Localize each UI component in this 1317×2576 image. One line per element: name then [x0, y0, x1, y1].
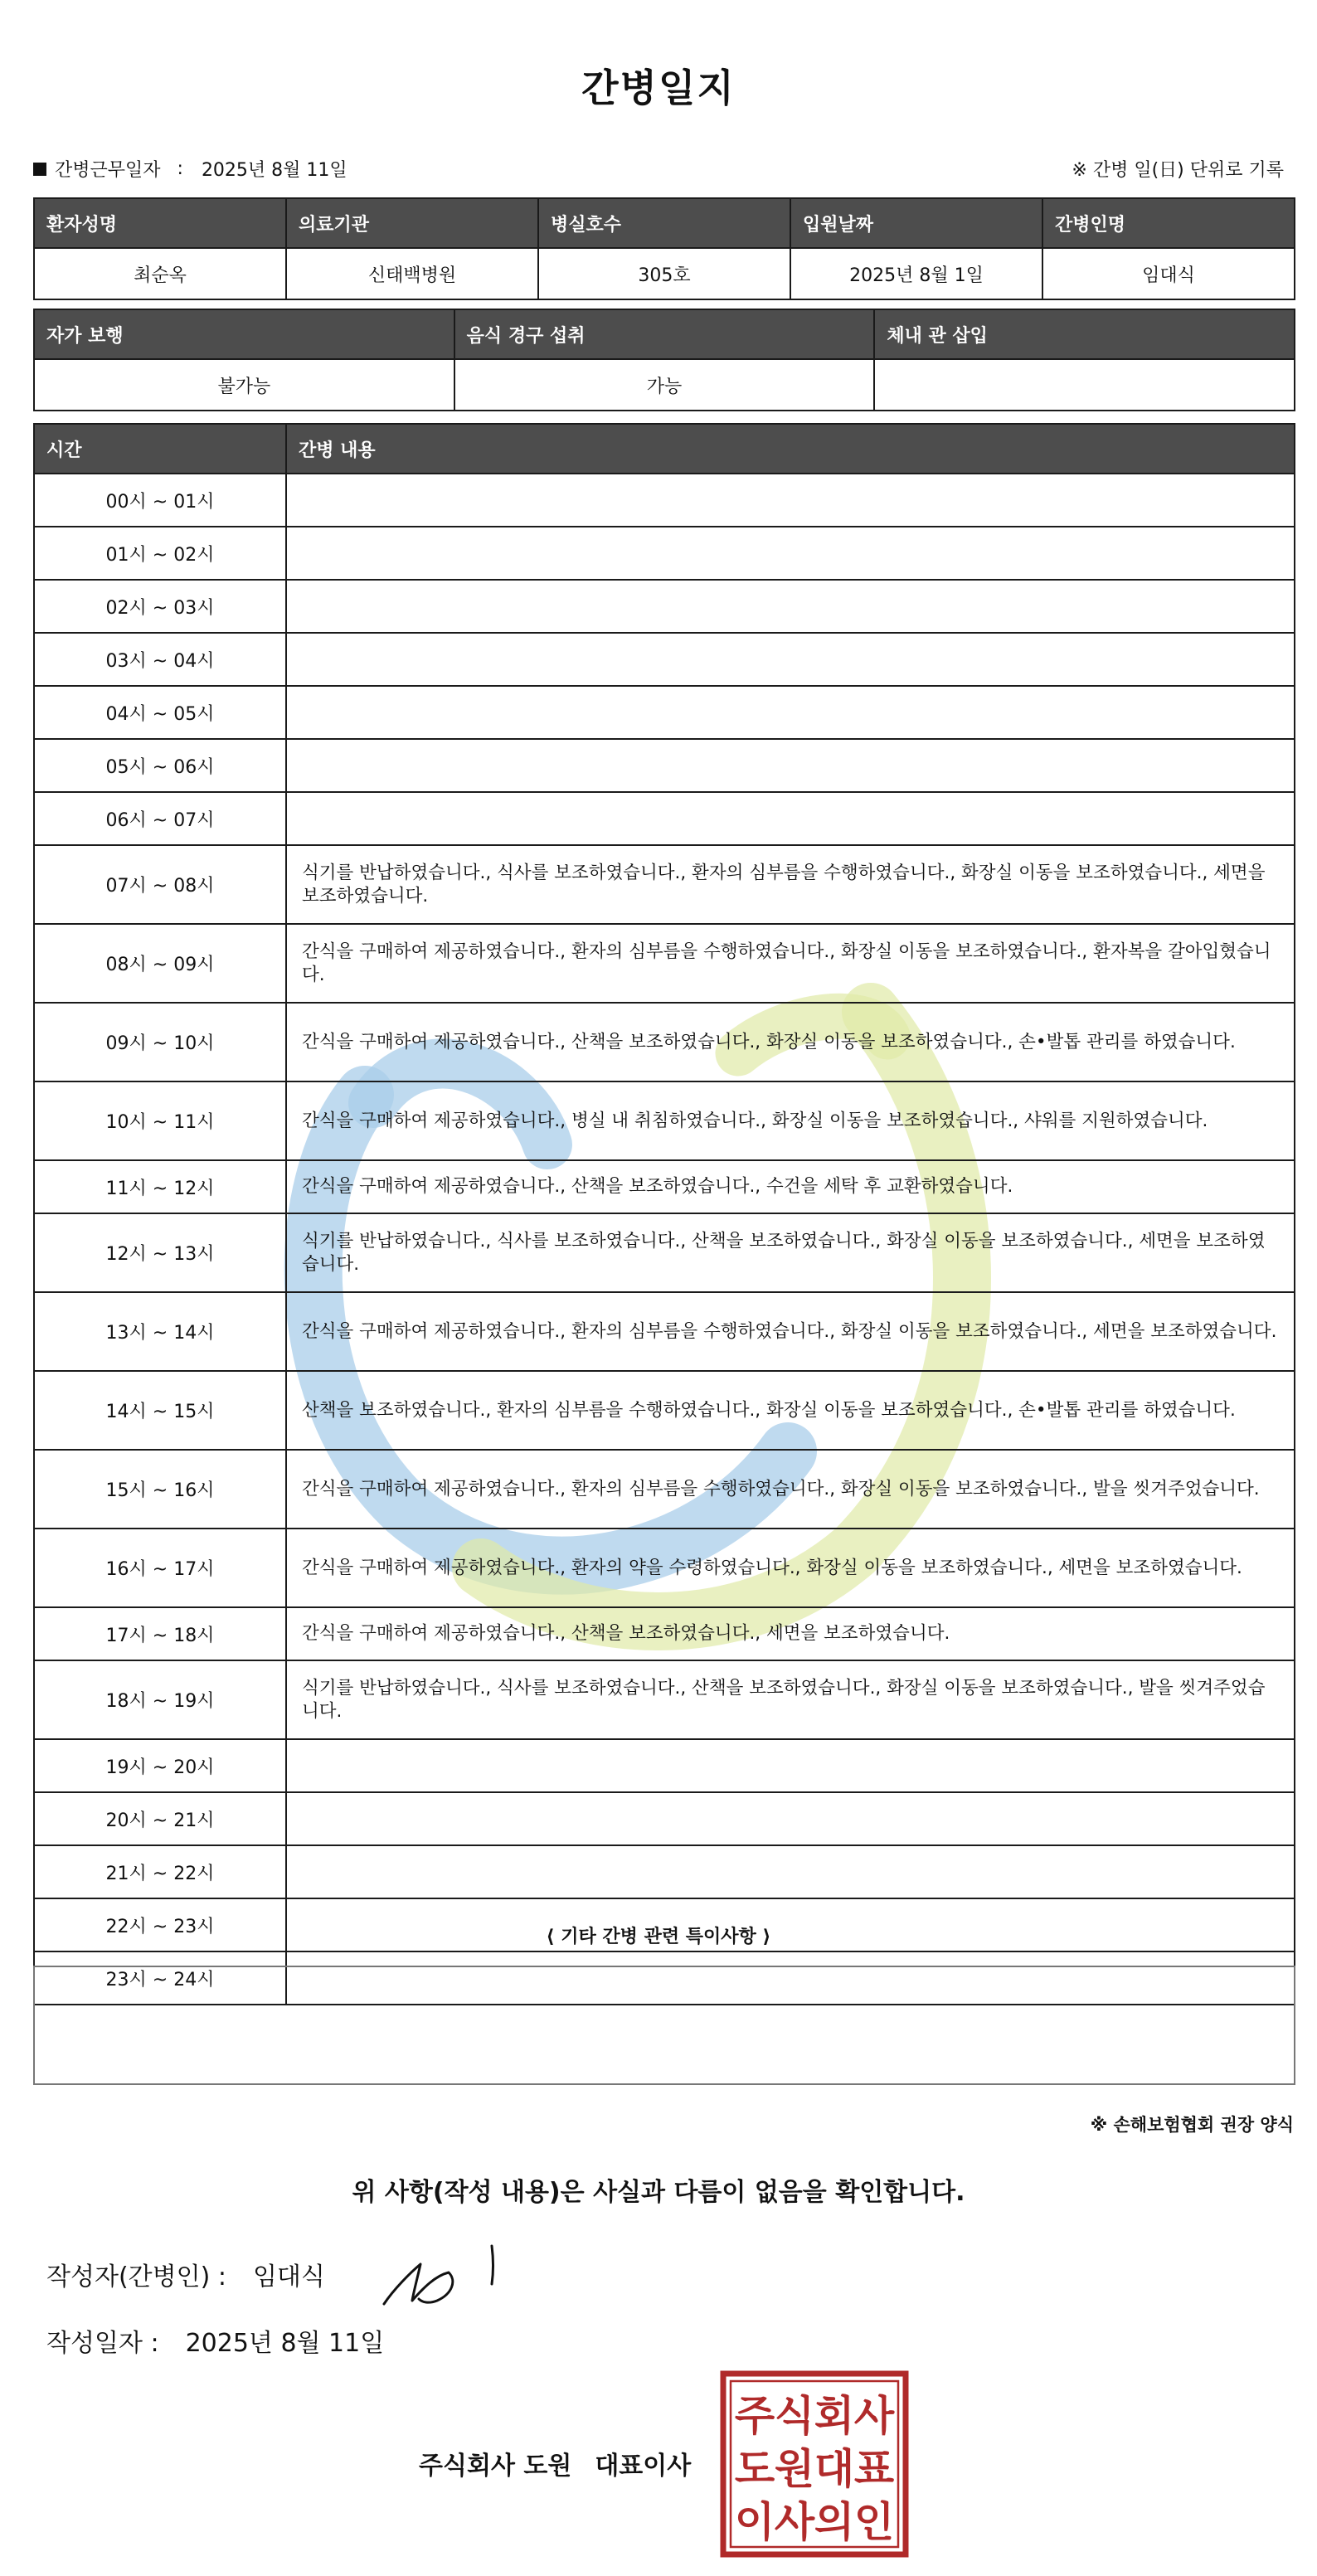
time-slot: 09시 ~ 10시: [34, 1003, 286, 1081]
caregiver-name: 임대식: [1042, 248, 1295, 299]
time-slot: 14시 ~ 15시: [34, 1371, 286, 1450]
care-log-rows: [34, 474, 1295, 2005]
work-date-colon: :: [177, 158, 183, 179]
written-date-line: [46, 2322, 384, 2359]
care-content: 간식을 구매하여 제공하였습니다., 산책을 보조하였습니다., 화장실 이동을 보조하였습니다., 손•발톱 관리를 하였습니다.: [286, 1003, 1295, 1081]
time-slot: 13시 ~ 14시: [34, 1292, 286, 1371]
handwritten-signature: [377, 2239, 510, 2314]
time-slot: 08시 ~ 09시: [34, 924, 286, 1003]
record-unit-note: ※ 간병 일(日) 단위로 기록: [1072, 160, 1284, 181]
table-row: [34, 686, 1295, 739]
patient-name: 최순옥: [34, 248, 286, 299]
table-row: [34, 474, 1295, 527]
header-oral-intake: 음식 경구 섭취: [454, 309, 875, 359]
time-slot: 07시 ~ 08시: [34, 845, 286, 924]
table-row: [34, 1607, 1295, 1660]
author-label: 작성자(간병인) :: [46, 2263, 226, 2292]
table-row: [34, 739, 1295, 792]
header-admission-date: 입원날짜: [790, 198, 1042, 248]
care-content: [286, 474, 1295, 527]
header-self-walking: 자가 보행: [34, 309, 454, 359]
company-name: 주식회사 도원: [419, 2452, 572, 2481]
time-slot: 17시 ~ 18시: [34, 1607, 286, 1660]
table-row: [34, 1160, 1295, 1213]
care-content: 간식을 구매하여 제공하였습니다., 환자의 심부름을 수행하였습니다., 화장실 이동을 보조하였습니다., 발을 씻겨주었습니다.: [286, 1450, 1295, 1529]
room-number: 305호: [538, 248, 790, 299]
table-row: [34, 1529, 1295, 1607]
care-content: [286, 1739, 1295, 1792]
time-slot: 16시 ~ 17시: [34, 1529, 286, 1607]
oral-intake-value: 가능: [454, 359, 875, 411]
admission-date: 2025년 8월 1일: [790, 248, 1042, 299]
header-hospital: 의료기관: [286, 198, 538, 248]
work-date-label: 간병근무일자: [55, 160, 161, 181]
hospital-name: 신태백병원: [286, 248, 538, 299]
care-content: 간식을 구매하여 제공하였습니다., 산책을 보조하였습니다., 수건을 세탁 후 교환하였습니다.: [286, 1160, 1295, 1213]
time-slot: 23시 ~ 24시: [34, 1951, 286, 2005]
care-content: [286, 527, 1295, 580]
table-row: [34, 1371, 1295, 1450]
time-slot: 12시 ~ 13시: [34, 1213, 286, 1292]
time-slot: 11시 ~ 12시: [34, 1160, 286, 1213]
table-row: [34, 1213, 1295, 1292]
table-row: [34, 845, 1295, 924]
form-note: ※ 손해보험협회 권장 양식: [1090, 2115, 1294, 2135]
patient-info-table: [33, 197, 1295, 300]
header-patient-name: 환자성명: [34, 198, 286, 248]
table-row: [34, 1845, 1295, 1898]
table-row: [34, 1739, 1295, 1792]
notes-title: ⟨ 기타 간병 관련 특이사항 ⟩: [546, 1927, 771, 1947]
patient-status-table: [33, 309, 1295, 411]
time-slot: 00시 ~ 01시: [34, 474, 286, 527]
time-slot: 22시 ~ 23시: [34, 1898, 286, 1951]
self-walking-value: 불가능: [34, 359, 454, 411]
time-slot: 15시 ~ 16시: [34, 1450, 286, 1529]
seal-char: 사: [774, 2498, 815, 2546]
header-time: 시간: [34, 424, 286, 474]
seal-char: 주: [734, 2392, 775, 2440]
header-tube-insertion: 체내 관 삽입: [874, 309, 1295, 359]
time-slot: 03시 ~ 04시: [34, 633, 286, 686]
care-log-table: [33, 423, 1295, 2005]
time-slot: 20시 ~ 21시: [34, 1792, 286, 1845]
time-slot: 18시 ~ 19시: [34, 1660, 286, 1739]
care-content: [286, 1792, 1295, 1845]
care-content: 간식을 구매하여 제공하였습니다., 환자의 약을 수령하였습니다., 화장실 이동을 보조하였습니다., 세면을 보조하였습니다.: [286, 1529, 1295, 1607]
care-content: [286, 1845, 1295, 1898]
time-slot: 19시 ~ 20시: [34, 1739, 286, 1792]
care-content: [286, 633, 1295, 686]
document-title: 간병일지: [581, 66, 736, 110]
company-line: [419, 2445, 691, 2481]
seal-char: 의: [814, 2498, 855, 2546]
notes-box: [33, 1966, 1295, 2085]
seal-char: 도: [734, 2445, 775, 2493]
table-row: [34, 792, 1295, 845]
seal-char: 인: [853, 2498, 895, 2546]
table-row: [34, 580, 1295, 633]
author-name: 임대식: [252, 2263, 325, 2292]
table-row: [34, 1292, 1295, 1371]
work-date-line: [33, 156, 347, 182]
time-slot: 10시 ~ 11시: [34, 1081, 286, 1160]
tube-insertion-value: [874, 359, 1295, 411]
written-date-value: 2025년 8월 11일: [185, 2329, 385, 2358]
confirmation-statement: 위 사항(작성 내용)은 사실과 다름이 없음을 확인합니다.: [352, 2178, 965, 2207]
table-row: [34, 1450, 1295, 1529]
table-row: [34, 1660, 1295, 1739]
table-row: [34, 1081, 1295, 1160]
table-row: [34, 1792, 1295, 1845]
header-care-content: 간병 내용: [286, 424, 1295, 474]
care-content: 산책을 보조하였습니다., 환자의 심부름을 수행하였습니다., 화장실 이동을 보조하였습니다., 손•발톱 관리를 하였습니다.: [286, 1371, 1295, 1450]
care-content: [286, 739, 1295, 792]
care-content: 식기를 반납하였습니다., 식사를 보조하였습니다., 산책을 보조하였습니다., 화장실 이동을 보조하였습니다., 발을 씻겨주었습니다.: [286, 1660, 1295, 1739]
header-caregiver-name: 간병인명: [1042, 198, 1295, 248]
care-content: 간식을 구매하여 제공하였습니다., 환자의 심부름을 수행하였습니다., 화장실 이동을 보조하였습니다., 세면을 보조하였습니다.: [286, 1292, 1295, 1371]
table-row: [34, 1003, 1295, 1081]
header-room-number: 병실호수: [538, 198, 790, 248]
seal-char: 표: [853, 2445, 895, 2493]
time-slot: 01시 ~ 02시: [34, 527, 286, 580]
seal-char: 원: [774, 2445, 815, 2493]
care-content: 식기를 반납하였습니다., 식사를 보조하였습니다., 환자의 심부름을 수행하였습니다., 화장실 이동을 보조하였습니다., 세면을 보조하였습니다.: [286, 845, 1295, 924]
seal-char: 사: [853, 2392, 895, 2440]
time-slot: 05시 ~ 06시: [34, 739, 286, 792]
table-row: [34, 633, 1295, 686]
care-content: [286, 686, 1295, 739]
care-content: 식기를 반납하였습니다., 식사를 보조하였습니다., 산책을 보조하였습니다., 화장실 이동을 보조하였습니다., 세면을 보조하였습니다.: [286, 1213, 1295, 1292]
square-bullet-icon: [33, 163, 46, 176]
time-slot: 06시 ~ 07시: [34, 792, 286, 845]
seal-char: 회: [814, 2392, 855, 2440]
seal-char: 이: [734, 2498, 775, 2546]
company-ceo-title: 대표이사: [595, 2452, 692, 2481]
company-seal-stamp: [720, 2370, 909, 2558]
care-content: [286, 580, 1295, 633]
author-line: [46, 2256, 325, 2292]
work-date-value: 2025년 8월 11일: [201, 160, 347, 181]
care-content: 간식을 구매하여 제공하였습니다., 산책을 보조하였습니다., 세면을 보조하였습니다.: [286, 1607, 1295, 1660]
care-content: 간식을 구매하여 제공하였습니다., 환자의 심부름을 수행하였습니다., 화장실 이동을 보조하였습니다., 환자복을 갈아입혔습니다.: [286, 924, 1295, 1003]
seal-char: 식: [774, 2392, 815, 2440]
seal-char: 대: [814, 2445, 855, 2493]
written-date-label: 작성일자 :: [46, 2329, 159, 2358]
table-row: [34, 527, 1295, 580]
care-content: [286, 792, 1295, 845]
time-slot: 02시 ~ 03시: [34, 580, 286, 633]
table-row: [34, 924, 1295, 1003]
care-content: 간식을 구매하여 제공하였습니다., 병실 내 취침하였습니다., 화장실 이동을 보조하였습니다., 샤워를 지원하였습니다.: [286, 1081, 1295, 1160]
time-slot: 04시 ~ 05시: [34, 686, 286, 739]
time-slot: 21시 ~ 22시: [34, 1845, 286, 1898]
